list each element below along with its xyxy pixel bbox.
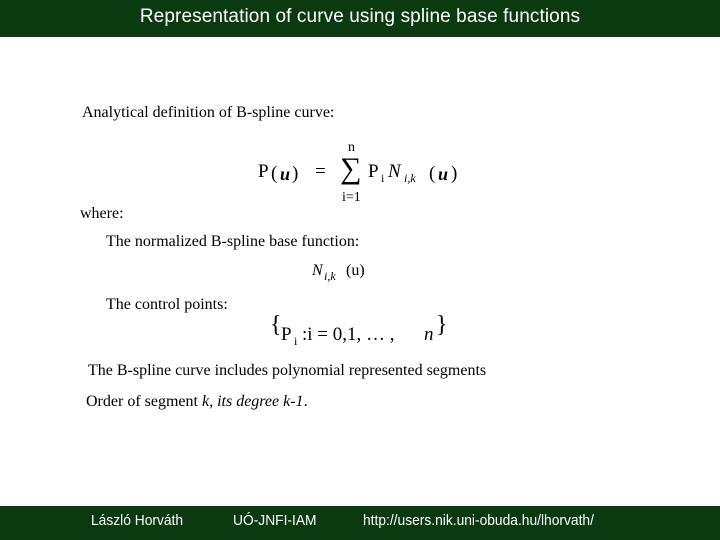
term-n-subscript: i,k <box>404 171 416 185</box>
segment-order-suffix: . <box>303 393 308 410</box>
bspline-curve-formula <box>258 140 478 210</box>
term-p-subscript: i <box>381 171 385 185</box>
term-open-paren: ( <box>429 163 436 184</box>
formula-lhs-p: P <box>258 161 269 182</box>
term-close-paren: ) <box>451 163 458 184</box>
set-condition: :i = 0,1, … , <box>302 324 395 345</box>
sigma-symbol: ∑ <box>340 152 362 185</box>
control-points-label: The control points: <box>106 296 228 313</box>
slide-title: Representation of curve using spline base functions <box>139 6 581 27</box>
formula-lhs-open-paren: ( <box>271 163 278 184</box>
term-n: N <box>388 161 401 182</box>
where-label: where: <box>80 205 124 222</box>
segment-order-text <box>86 393 308 411</box>
base-n: N <box>312 262 323 279</box>
term-u: u <box>438 164 449 184</box>
curve-segments-text: The B-spline curve includes polynomial represented segments <box>88 362 487 379</box>
base-n-subscript: i,k <box>324 269 336 283</box>
formula-lhs-u: u <box>280 164 291 184</box>
base-argument: (u) <box>346 262 365 279</box>
footer-institute: UÓ-JNFI-IAM <box>233 512 317 529</box>
header-bar <box>0 0 720 37</box>
segment-order-prefix: Order of segment <box>86 393 202 410</box>
base-function-formula <box>312 262 382 288</box>
sum-upper-limit: n <box>348 140 355 155</box>
set-p: P <box>281 324 292 345</box>
footer-bar <box>0 506 720 540</box>
segment-order-italic: k, its degree k-1 <box>201 393 304 410</box>
set-open-brace: { <box>270 312 282 338</box>
analytical-definition-label: Analytical definition of B-spline curve: <box>82 104 335 121</box>
sum-lower-limit: i=1 <box>342 190 361 205</box>
set-close-brace: } <box>436 312 448 338</box>
set-p-subscript: i <box>294 334 298 348</box>
term-p: P <box>368 161 379 182</box>
footer-url: http://users.nik.uni-obuda.hu/lhorvath/ <box>363 512 594 529</box>
control-points-formula <box>270 312 460 352</box>
normalized-base-function-label: The normalized B-spline base function: <box>106 233 360 250</box>
footer-author: László Horváth <box>91 512 184 529</box>
formula-equals: = <box>315 161 326 182</box>
set-n: n <box>424 324 434 345</box>
formula-lhs-close-paren: ) <box>292 163 299 184</box>
